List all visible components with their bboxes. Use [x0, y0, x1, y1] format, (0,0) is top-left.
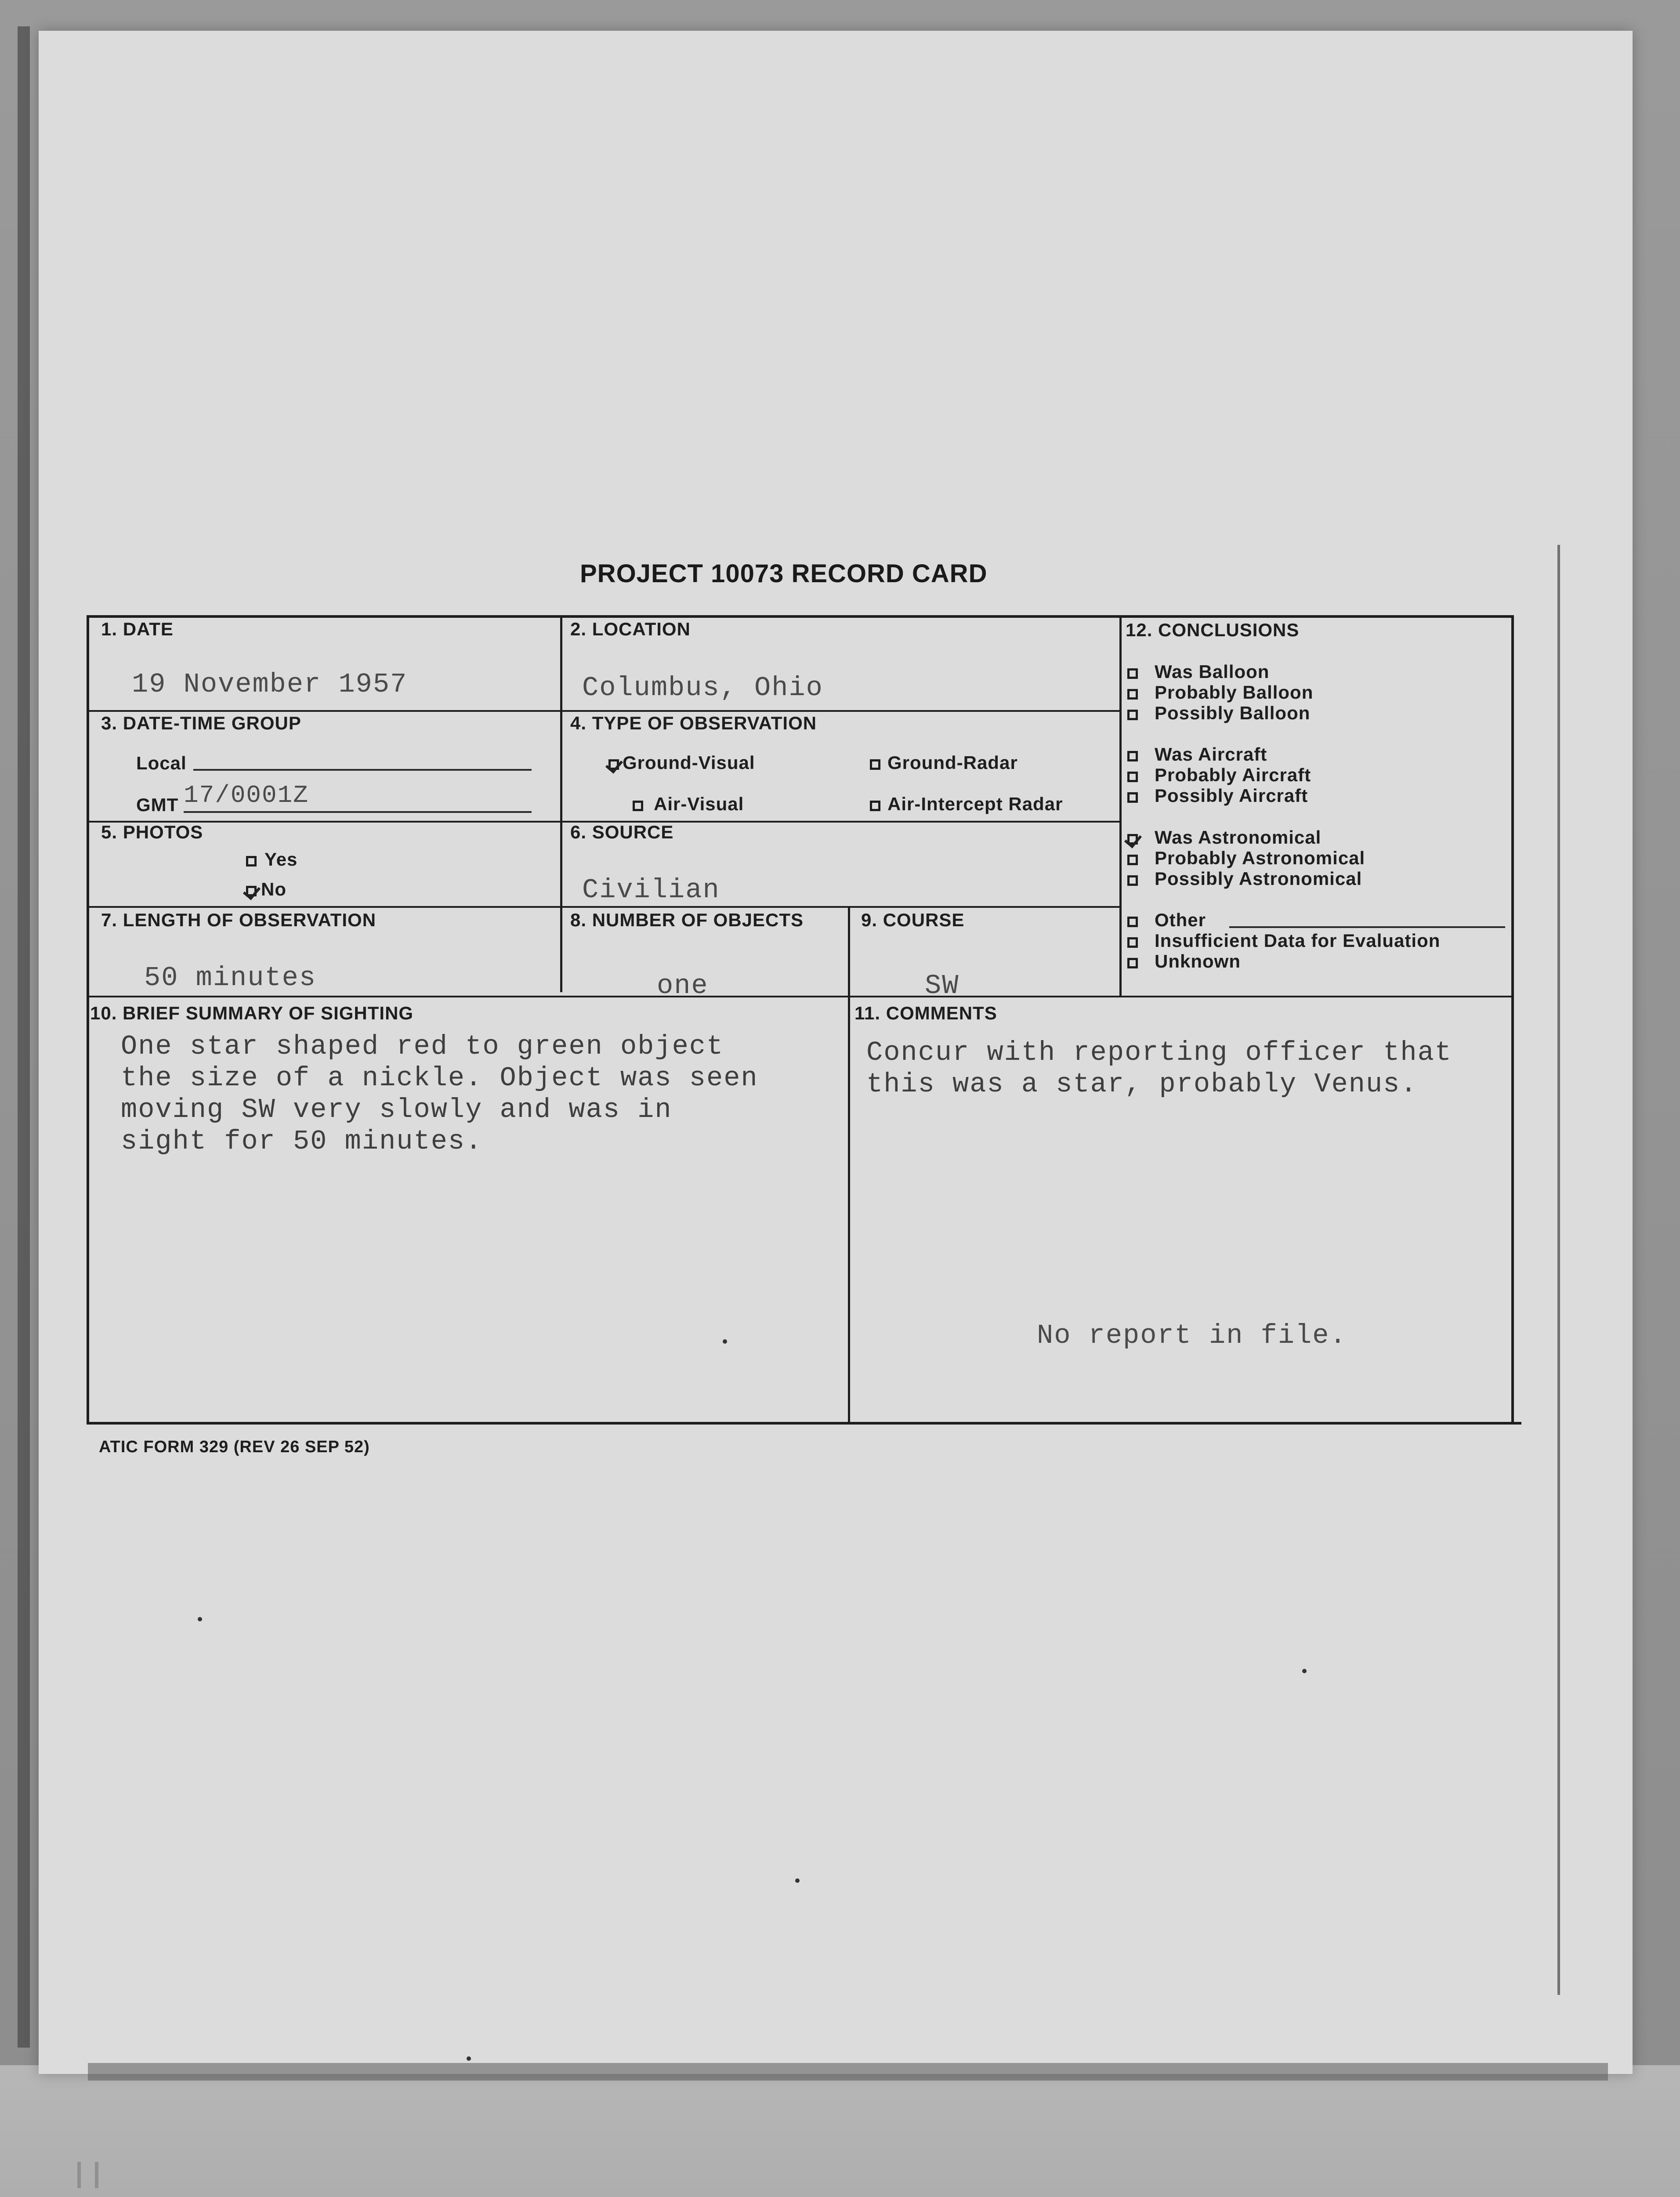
date-label: 1. DATE	[101, 619, 174, 639]
dtg-gmt-line	[184, 811, 532, 813]
source-value: Civilian	[582, 874, 720, 906]
checkbox-icon	[633, 801, 643, 811]
photos-option-no: No	[246, 879, 286, 900]
scan-left-edge	[18, 26, 30, 2048]
form-footer: ATIC FORM 329 (REV 26 SEP 52)	[99, 1438, 370, 1456]
paper-shadow	[88, 2063, 1608, 2081]
conclusion-other-line	[1229, 926, 1505, 928]
course-value: SW	[925, 970, 959, 1001]
conclusion-other: Other	[1127, 910, 1440, 930]
course-label: 9. COURSE	[861, 910, 965, 930]
checkbox-icon	[1127, 855, 1138, 865]
checkbox-icon	[608, 759, 619, 770]
conclusion-probably-astronomical: Probably Astronomical	[1127, 848, 1365, 868]
scan-bottom-strip	[0, 2065, 1680, 2197]
conclusion-possibly-aircraft: Possibly Aircraft	[1127, 785, 1311, 806]
conclusion-probably-aircraft: Probably Aircraft	[1127, 765, 1311, 785]
location-label: 2. LOCATION	[570, 619, 691, 639]
dtg-local-label: Local	[136, 753, 187, 773]
checkbox-icon	[1127, 689, 1138, 700]
dtg-gmt-value: 17/0001Z	[184, 781, 309, 809]
pencil-scribble	[66, 2153, 198, 2197]
checkbox-icon	[246, 856, 257, 866]
checkbox-icon	[870, 801, 880, 811]
conclusion-unknown: Unknown	[1127, 951, 1440, 972]
type-option-air-intercept-radar: Air-Intercept Radar	[870, 794, 1063, 815]
checkbox-icon	[1127, 710, 1138, 720]
photos-label: 5. PHOTOS	[101, 822, 203, 842]
scan-speck	[467, 2056, 471, 2061]
conclusion-possibly-astronomical: Possibly Astronomical	[1127, 868, 1365, 889]
checkbox-icon	[1127, 937, 1138, 948]
photos-option-yes: Yes	[246, 849, 297, 870]
conclusion-was-balloon: Was Balloon	[1127, 661, 1313, 682]
dtg-gmt-label: GMT	[136, 794, 179, 815]
conclusion-probably-balloon: Probably Balloon	[1127, 682, 1313, 703]
checkbox-icon	[1127, 958, 1138, 968]
comments-note: No report in file.	[1037, 1320, 1347, 1351]
conclusion-was-astronomical: Was Astronomical	[1127, 827, 1365, 848]
scan-edge-line	[1557, 545, 1560, 1995]
checkbox-icon	[1127, 834, 1138, 845]
conclusions-group-other	[1127, 910, 1440, 972]
length-label: 7. LENGTH OF OBSERVATION	[101, 910, 377, 930]
conclusion-insufficient-data: Insufficient Data for Evaluation	[1127, 930, 1440, 951]
type-option-ground-visual: Ground-Visual	[608, 752, 755, 773]
checkbox-icon	[246, 886, 257, 896]
summary-text: One star shaped red to green object the size of a nickle. Object was seen moving SW very slowly and was in sight for 50 minutes.	[121, 1031, 758, 1157]
scan-speck	[198, 1617, 202, 1621]
conclusion-possibly-balloon: Possibly Balloon	[1127, 703, 1313, 723]
scan-speck	[723, 1339, 727, 1344]
conclusions-label: 12. CONCLUSIONS	[1126, 620, 1300, 640]
comments-label: 11. COMMENTS	[854, 1003, 997, 1023]
location-value: Columbus, Ohio	[582, 672, 823, 703]
summary-label: 10. BRIEF SUMMARY OF SIGHTING	[90, 1003, 414, 1023]
checkbox-icon	[1127, 751, 1138, 761]
checkbox-icon	[1127, 875, 1138, 886]
scan-speck	[795, 1878, 800, 1883]
dtg-local-line	[193, 769, 532, 771]
checkbox-icon	[1127, 668, 1138, 679]
comments-text: Concur with reporting officer that this was a star, probably Venus.	[866, 1037, 1452, 1100]
length-value: 50 minutes	[144, 962, 317, 993]
conclusions-group-aircraft	[1127, 744, 1311, 806]
scan-speck	[1302, 1669, 1307, 1673]
checkbox-icon	[1127, 772, 1138, 782]
conclusions-group-balloon	[1127, 661, 1313, 723]
type-option-ground-radar: Ground-Radar	[870, 752, 1018, 773]
checkbox-icon	[1127, 792, 1138, 803]
type-observation-label: 4. TYPE OF OBSERVATION	[570, 713, 817, 733]
dtg-label: 3. DATE-TIME GROUP	[101, 713, 301, 733]
conclusions-group-astronomical	[1127, 827, 1365, 889]
checkbox-icon	[1127, 917, 1138, 927]
type-option-air-visual: Air-Visual	[633, 794, 744, 815]
num-objects-value: one	[657, 970, 709, 1001]
num-objects-label: 8. NUMBER OF OBJECTS	[570, 910, 804, 930]
conclusion-was-aircraft: Was Aircraft	[1127, 744, 1311, 765]
card-title: PROJECT 10073 RECORD CARD	[580, 559, 988, 588]
date-value: 19 November 1957	[132, 669, 408, 700]
source-label: 6. SOURCE	[570, 822, 674, 842]
checkbox-icon	[870, 759, 880, 770]
